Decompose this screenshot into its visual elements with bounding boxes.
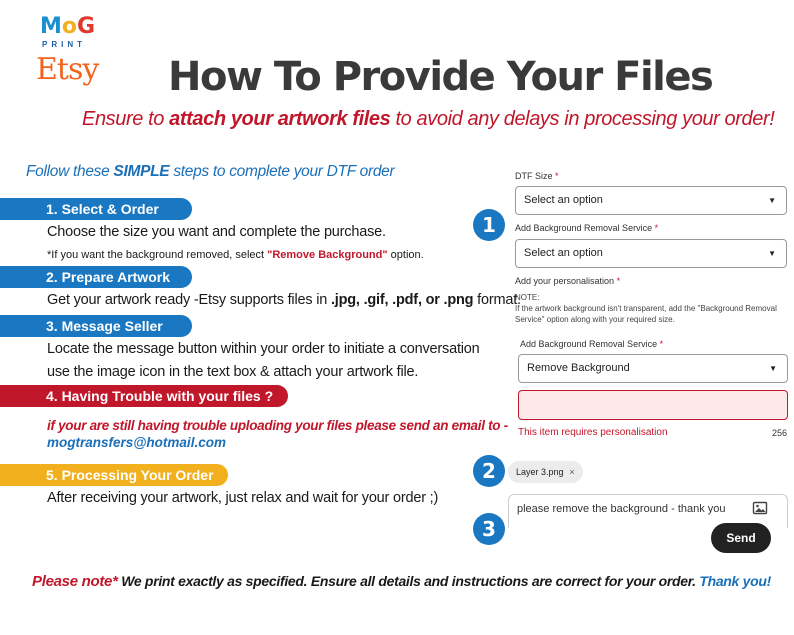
error-message: This item requires personalisation	[518, 427, 668, 438]
logo-letter: o	[61, 14, 78, 39]
step-5-header: 5. Processing Your Order	[0, 464, 228, 486]
subtitle-pre: Ensure to	[82, 108, 170, 130]
bg-service-select-2[interactable]	[518, 354, 788, 383]
step-1-note-post: option.	[387, 249, 424, 261]
attachment-chip[interactable]	[508, 461, 583, 483]
message-text: please remove the background - thank you	[517, 503, 726, 515]
step-1-header: 1. Select & Order	[0, 198, 192, 220]
chevron-down-icon: ▼	[769, 364, 777, 373]
footer-thanks: Thank you!	[699, 573, 771, 589]
steps-intro	[26, 163, 394, 181]
logo-letter: G	[77, 14, 96, 39]
step-2-text-post: format.	[473, 292, 521, 308]
chevron-down-icon: ▼	[768, 249, 776, 258]
required-mark: *	[659, 339, 664, 349]
required-mark: *	[555, 171, 559, 181]
follow-post: steps to complete your DTF order	[169, 163, 395, 180]
step-1-note-pre: *If you want the background removed, select	[47, 249, 268, 261]
step-1-text: Choose the size you want and complete the purchase.	[47, 224, 386, 240]
support-email[interactable]: mogtransfers@hotmail.com	[47, 435, 226, 450]
step-3-header: 3. Message Seller	[0, 315, 192, 337]
follow-bold: SIMPLE	[113, 163, 170, 180]
logo-letter: M	[40, 14, 62, 39]
note-title: NOTE:	[515, 293, 540, 302]
step-2-header: 2. Prepare Artwork	[0, 266, 192, 288]
bg-service-label-2	[520, 339, 663, 349]
step-4-header: 4. Having Trouble with your files ?	[0, 385, 288, 407]
footer-body: We print exactly as specified. Ensure all details and instructions are correct for your order.	[117, 573, 700, 589]
logo-etsy: Etsy	[36, 52, 99, 87]
footer-note	[32, 573, 771, 590]
char-counter: 256	[772, 428, 788, 438]
bg-service-label-2-text: Add Background Removal Service	[520, 339, 658, 349]
step-3-line-1: Locate the message button within your order to initiate a conversation	[47, 341, 480, 357]
step-badge-2: 2	[473, 455, 505, 487]
close-icon[interactable]: ×	[569, 467, 575, 477]
bg-service-value: Select an option	[524, 247, 603, 259]
image-icon[interactable]	[752, 500, 768, 516]
step-4-text: if your are still having trouble uploading your files please send an email to -	[47, 418, 508, 433]
attachment-filename: Layer 3.png	[516, 467, 564, 477]
step-badge-3: 3	[473, 513, 505, 545]
personalisation-input[interactable]	[518, 390, 788, 420]
logo-mog	[40, 14, 95, 39]
dtf-size-label-text: DTF Size	[515, 171, 553, 181]
dtf-size-select[interactable]	[515, 186, 787, 215]
step-5-text: After receiving your artwork, just relax and wait for your order ;)	[47, 490, 439, 506]
required-mark: *	[616, 276, 621, 286]
bg-service-select[interactable]	[515, 239, 787, 268]
subtitle-bold: attach your artwork files	[169, 108, 391, 130]
personalisation-label-text: Add your personalisation	[515, 276, 615, 286]
bg-service-label-text: Add Background Removal Service	[515, 223, 653, 233]
personalisation-note	[515, 292, 785, 325]
send-button[interactable]: Send	[711, 523, 771, 553]
follow-pre: Follow these	[26, 163, 114, 180]
chevron-down-icon: ▼	[768, 196, 776, 205]
step-2-text	[47, 292, 521, 308]
mog-etsy-logo	[34, 14, 114, 94]
required-mark: *	[654, 223, 659, 233]
logo-mog-text	[40, 14, 95, 39]
page-subtitle	[82, 108, 774, 131]
logo-print: PRINT	[42, 40, 86, 49]
subtitle-post: to avoid any delays in processing your order!	[390, 108, 775, 130]
step-2-text-pre: Get your artwork ready -Etsy supports files in	[47, 292, 331, 308]
dtf-size-label	[515, 171, 559, 181]
step-3-line-2: use the image icon in the text box & attach your artwork file.	[47, 364, 419, 380]
dtf-size-value: Select an option	[524, 194, 603, 206]
bg-service-label	[515, 223, 658, 233]
step-badge-1: 1	[473, 209, 505, 241]
footer-please-note: Please note*	[32, 573, 118, 590]
note-body: If the artwork background isn't transparent, add the "Background Removal Service" option along with your required size.	[515, 304, 777, 324]
bg-service-value-2: Remove Background	[527, 362, 630, 374]
page-title: How To Provide Your Files	[168, 54, 713, 100]
step-1-note-highlight: "Remove Background"	[267, 249, 388, 261]
step-2-text-bold: .jpg, .gif, .pdf, or .png	[330, 292, 474, 308]
step-1-note	[47, 249, 424, 261]
personalisation-label	[515, 276, 620, 286]
